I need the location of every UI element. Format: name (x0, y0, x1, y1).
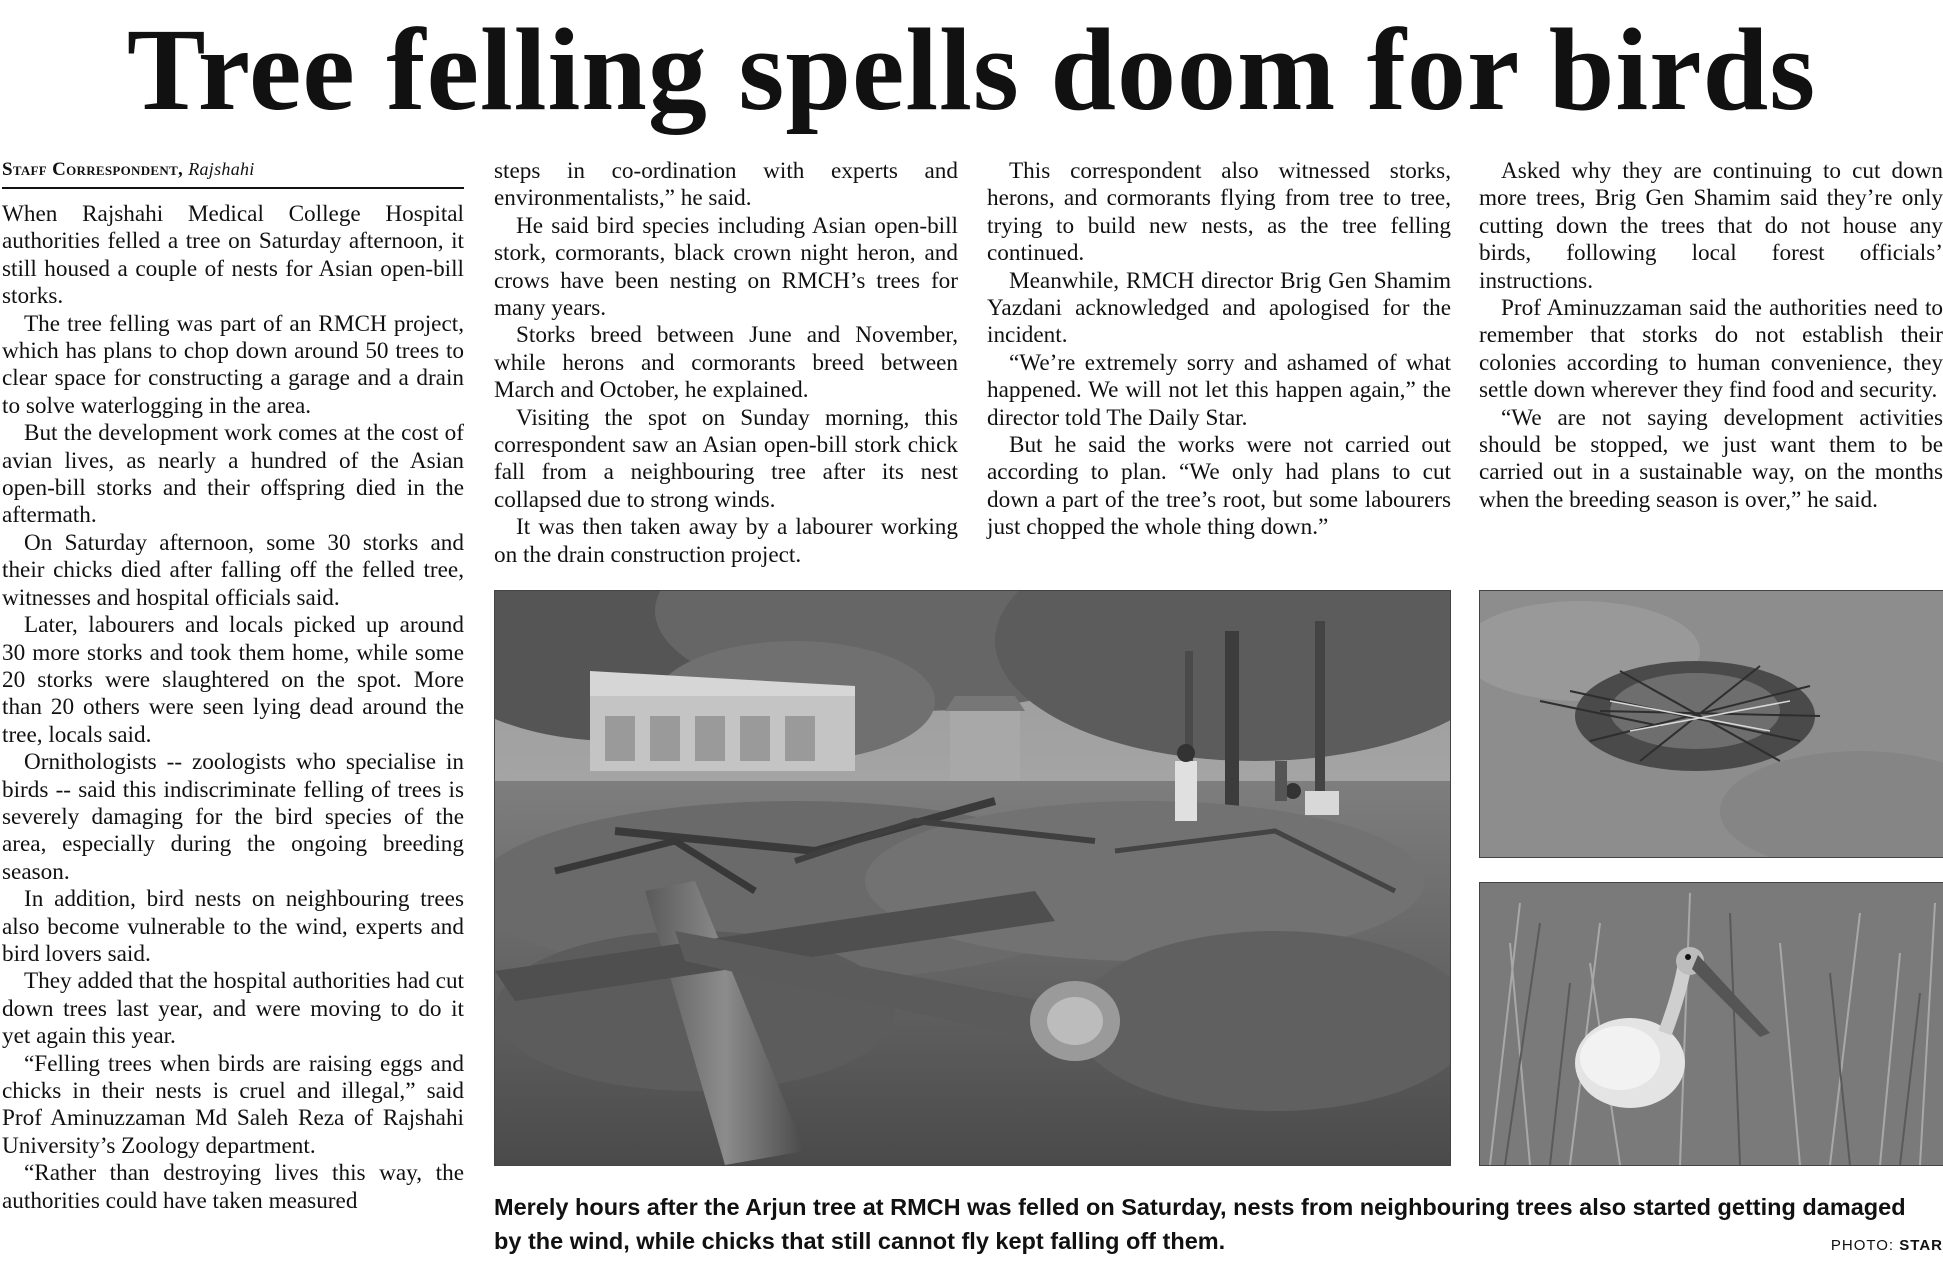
paragraph: Prof Aminuzzaman said the authorities need to remember that storks do not establish their colonies according to human convenience, they settle down wherever they find food and security. (1479, 295, 1943, 404)
paragraph: He said bird species including Asian open-bill stork, cormorants, black crown night heron, and crows have been nesting on RMCH’s trees for many years. (494, 212, 958, 322)
felled-tree-photo (494, 590, 1451, 1166)
byline-role: Staff Correspondent, (2, 159, 184, 180)
article-column-3 (987, 158, 1451, 542)
stork-chick-photo (1479, 882, 1943, 1166)
headline: Tree felling spells doom for birds (126, 4, 1817, 135)
photo-caption: Merely hours after the Arjun tree at RMCH was felled on Saturday, nests from neighbouring trees also started getting damaged by the wind, while chicks that still cannot fly kept falling off them. (494, 1194, 1906, 1254)
paragraph: steps in co-ordination with experts and environmentalists,” he said. (494, 158, 958, 212)
photo-credit-source: STAR (1899, 1237, 1943, 1254)
photo-credit (1831, 1237, 1943, 1254)
paragraph: On Saturday afternoon, some 30 storks and their chicks died after falling off the felled tree, witnesses and hospital officials said. (2, 529, 464, 611)
paragraph: “Felling trees when birds are raising eggs and chicks in their nests is cruel and illegal,” said Prof Aminuzzaman Md Saleh Reza of Rajshahi University’s Zoology department. (2, 1050, 464, 1159)
paragraph: It was then taken away by a labourer working on the drain construction project. (494, 514, 958, 568)
paragraph: But the development work comes at the cost of avian lives, as nearly a hundred of the Asian open-bill storks and their offspring died in the aftermath. (2, 420, 464, 529)
paragraph: “We are not saying development activities should be stopped, we just want them to be carried out in a sustainable way, on the months when the breeding season is over,” he said. (1479, 404, 1943, 513)
paragraph: “We’re extremely sorry and ashamed of what happened. We will not let this happen again,” the director told The Daily Star. (987, 349, 1451, 431)
article-column-1 (2, 154, 464, 1215)
paragraph: The tree felling was part of an RMCH project, which has plans to chop down around 50 trees to clear space for constructing a garage and a drain to solve waterlogging in the area. (2, 310, 464, 419)
paragraph: Visiting the spot on Sunday morning, this correspondent saw an Asian open-bill stork chick fall from a neighbouring tree after its nest collapsed due to strong winds. (494, 404, 958, 513)
paragraph: They added that the hospital authorities had cut down trees last year, and were moving to do it yet again this year. (2, 968, 464, 1050)
paragraph: Asked why they are continuing to cut down more trees, Brig Gen Shamim said they’re only cutting down the trees that do not house any birds, following local forest officials’ instructions. (1479, 158, 1943, 294)
paragraph: In addition, bird nests on neighbouring trees also become vulnerable to the wind, experts and bird lovers said. (2, 886, 464, 967)
paragraph: Ornithologists -- zoologists who specialise in birds -- said this indiscriminate felling of trees is severely damaging for the bird species of the area, especially during the ongoing breeding season. (2, 749, 464, 885)
paragraph: Later, labourers and locals picked up around 30 more storks and took them home, while some 20 storks were slaughtered on the spot. More than 20 others were seen lying dead around the tree, locals said. (2, 612, 464, 748)
paragraph: When Rajshahi Medical College Hospital authorities felled a tree on Saturday afternoon, it still housed a couple of nests for Asian open-bill storks. (2, 201, 464, 310)
byline (2, 154, 464, 189)
paragraph: Storks breed between June and November, while herons and cormorants breed between March and October, he explained. (494, 322, 958, 404)
article-column-4 (1479, 158, 1943, 514)
paragraph: This correspondent also witnessed storks, herons, and cormorants flying from tree to tree, trying to build new nests, as the tree felling continued. (987, 158, 1451, 267)
paragraph: Meanwhile, RMCH director Brig Gen Shamim Yazdani acknowledged and apologised for the incident. (987, 267, 1451, 349)
paragraph: But he said the works were not carried out according to plan. “We only had plans to cut down a part of the tree’s root, but some labourers just chopped the whole thing down.” (987, 432, 1451, 541)
byline-location: Rajshahi (188, 159, 255, 179)
paragraph: “Rather than destroying lives this way, the authorities could have taken measured (2, 1160, 464, 1214)
article-column-2 (494, 158, 958, 569)
photo-credit-label: PHOTO: (1830, 1237, 1895, 1254)
bird-nest-photo (1479, 590, 1943, 858)
